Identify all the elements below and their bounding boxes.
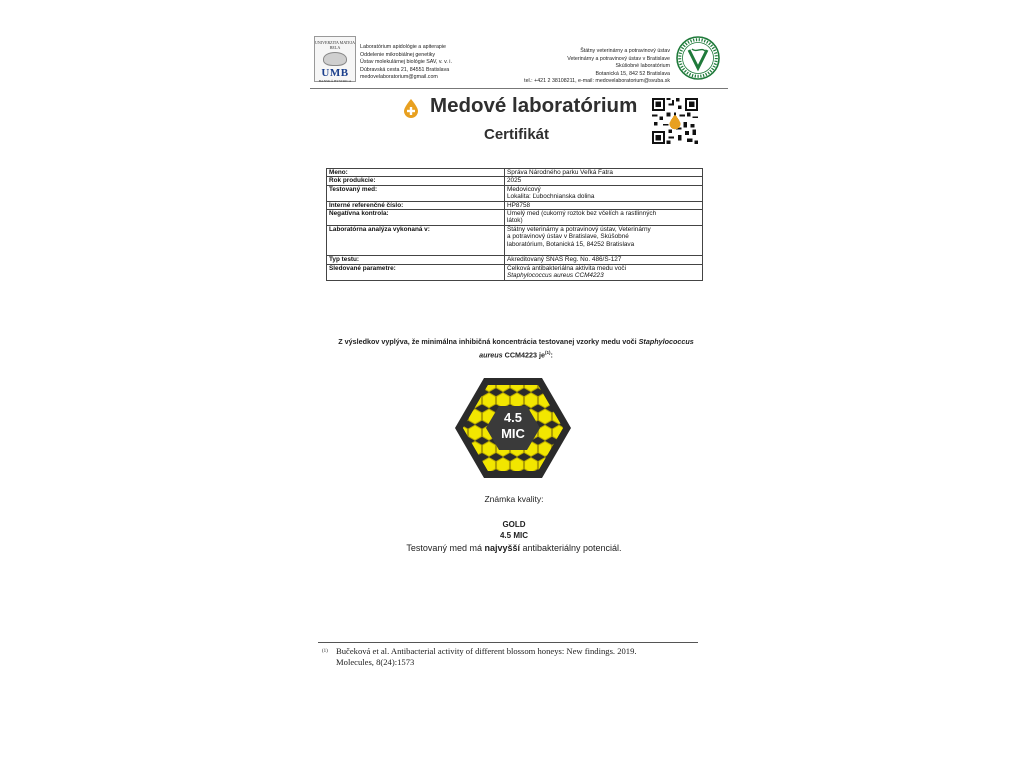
lab-line: Dúbravská cesta 21, 84551 Bratislava [360, 66, 450, 73]
value-line: Umelý med (cukorný roztok bez včelích a rastlinných [507, 210, 657, 218]
badge-value: 4.5 [503, 410, 523, 425]
row-label: Testovaný med: [327, 185, 505, 201]
conclusion-part: : [550, 350, 553, 360]
row-value [505, 169, 703, 177]
value-line: 2025 [507, 177, 522, 185]
value-line: Medovicový [507, 185, 541, 193]
footnote-line: Bučeková et al. Antibacterial activity of different blossom honeys: New findings. 2019. [336, 646, 637, 656]
umb-emblem-icon [323, 52, 347, 66]
umb-logo-bottom: BANSKÁ BYSTRICA [318, 79, 352, 83]
table-row [327, 256, 703, 264]
organism-name: aureus [479, 350, 503, 360]
svps-line: Štátny veterinárny a potravinový ústav [580, 48, 670, 54]
lab-email: medovelaboratorium@gmail.com [360, 74, 438, 80]
umb-logo-top: UNIVERZITA MATEJA BELA [315, 40, 356, 50]
row-label: Interné referenčné číslo: [327, 201, 505, 209]
value-line: Staphylococcus aureus CCM4223 [507, 272, 604, 280]
row-label: Negatívna kontrola: [327, 210, 505, 226]
lab-address [360, 44, 452, 82]
conclusion-part: CCM4223 je [502, 350, 546, 360]
table-row [327, 201, 703, 209]
footnote [322, 646, 706, 668]
umb-logo [314, 36, 356, 82]
table-row [327, 169, 703, 177]
grade-value: 4.5 MIC [499, 531, 528, 540]
value-line: látok) [507, 217, 523, 225]
row-label: Laboratórna analýza vykonaná v: [327, 225, 505, 256]
row-label: Meno: [327, 169, 505, 177]
certificate-info-table [326, 168, 703, 281]
table-row [327, 264, 703, 280]
svps-contact: tel.: +421 2 38108211, e-mail: medovelaboratorium@svuba.sk [524, 78, 670, 84]
conclusion-part: Z výsledkov vyplýva, že minimálna inhibičná koncentrácia testovanej vzorky medu voči [338, 337, 639, 346]
organism-name: Staphylococcus [638, 337, 694, 346]
table-row [327, 210, 703, 226]
row-value [505, 210, 703, 226]
mic-badge [454, 376, 572, 480]
grade-desc-part: Testovaný med má [406, 543, 485, 553]
row-value [505, 225, 703, 256]
value-line: Lokalita: Ľubochnianska dolina [507, 193, 595, 201]
footnote-divider [318, 642, 698, 643]
badge-unit: MIC [501, 426, 525, 441]
title-block [400, 94, 660, 122]
value-line: a potravinový ústav v Bratislave, Skúšobné [507, 233, 629, 241]
value-line: Akreditovaný SNAS Reg. No. 486/S-127 [507, 256, 622, 264]
row-value [505, 177, 703, 185]
certificate-subtitle: Certifikát [484, 126, 550, 143]
svps-line: Skúšobné laboratórium [615, 63, 670, 69]
value-line: Štátny veterinárny a potravinový ústav, Veterinárny [507, 225, 651, 233]
header-divider [310, 88, 728, 89]
certificate-page [300, 20, 728, 760]
umb-logo-mark: UMB [321, 67, 349, 79]
row-value [505, 264, 703, 280]
row-label: Rok produkcie: [327, 177, 505, 185]
qr-code-icon [652, 98, 698, 144]
svps-line: Botanická 15, 842 52 Bratislava [595, 70, 670, 77]
grade-description [300, 543, 728, 553]
grade-name: GOLD [502, 520, 526, 529]
footnote-line: Molecules, 8(24):1573 [336, 657, 415, 667]
lab-line: Laboratórium apidológie a apiterapie [360, 44, 446, 50]
grade-label: Známka kvality: [484, 494, 544, 504]
value-line: HP8758 [507, 201, 531, 209]
row-value [505, 256, 703, 264]
grade-desc-emphasis: najvyšší [484, 543, 520, 553]
grade-desc-part: antibakteriálny potenciál. [520, 543, 622, 553]
row-label: Sledované parametre: [327, 264, 505, 280]
row-label: Typ testu: [327, 256, 505, 264]
footnote-mark: (1) [322, 649, 328, 654]
conclusion-text [326, 336, 706, 360]
footnote-ref: (1) [545, 350, 551, 355]
table-row [327, 185, 703, 201]
row-value [505, 185, 703, 201]
svps-address [524, 48, 670, 86]
table-row [327, 177, 703, 185]
value-line [507, 248, 700, 255]
value-line: Správa Národného parku Veľká Fatra [507, 169, 613, 176]
honey-drop-icon [402, 98, 420, 118]
value-line: Celková antibakteriálna aktivita medu voči [507, 264, 626, 272]
table-row [327, 225, 703, 256]
svps-seal-icon [676, 36, 720, 80]
svps-line: Veterinárny a potravinový ústav v Bratislave [567, 55, 670, 62]
lab-line: Oddelenie mikrobiálnej genetiky [360, 51, 436, 58]
lab-line: Ústav molekulárnej biológie SAV, v. v. i. [360, 59, 452, 65]
value-line: laboratórium, Botanická 15, 84252 Bratislava [507, 240, 635, 248]
row-value [505, 201, 703, 209]
page-title: Medové laboratórium [430, 94, 638, 117]
